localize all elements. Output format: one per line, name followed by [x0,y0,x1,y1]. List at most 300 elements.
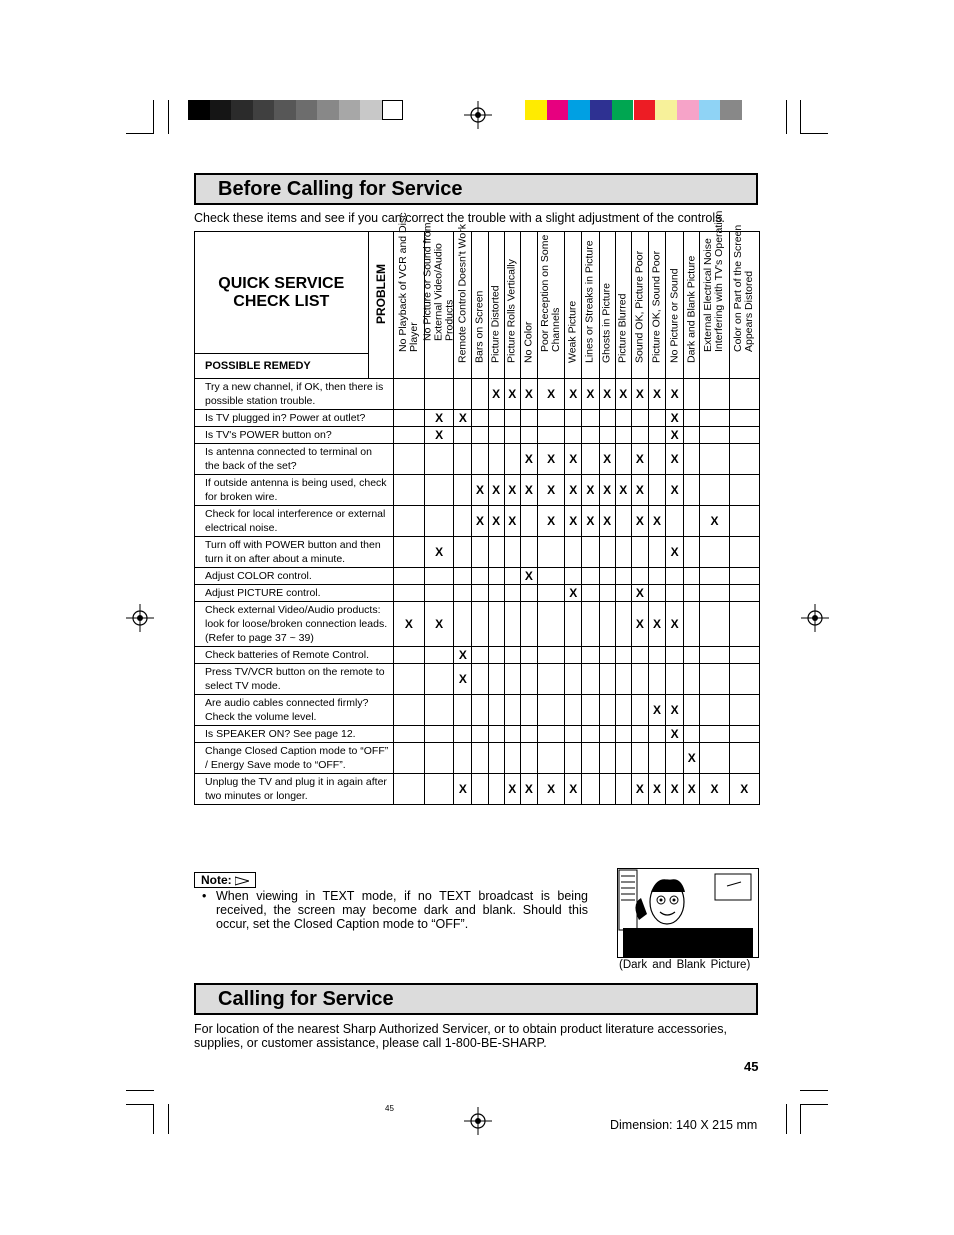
check-cell [425,444,454,475]
check-mark: X [425,537,454,568]
color-swatch [525,100,547,120]
check-cell [684,647,700,664]
check-cell [615,647,631,664]
check-cell [599,585,615,602]
footer-page-number: 45 [385,1104,394,1113]
check-mark: X [537,475,564,506]
check-mark: X [700,774,729,805]
dark-blank-picture-illustration [617,868,759,958]
check-cell [537,602,564,647]
arrow-right-icon [235,876,249,886]
check-cell [615,410,631,427]
check-mark: X [454,410,472,427]
check-cell [425,475,454,506]
check-mark: X [666,379,684,410]
check-cell [666,506,684,537]
check-mark: X [393,602,424,647]
check-cell [472,774,488,805]
check-cell [684,664,700,695]
check-cell [504,664,520,695]
check-cell [393,444,424,475]
check-mark: X [666,774,684,805]
problem-column-header [599,232,615,379]
check-cell [582,444,599,475]
check-cell [648,537,665,568]
check-cell [520,602,537,647]
gray-swatch [274,100,296,120]
check-cell [615,568,631,585]
section-title-before-calling: Before Calling for Service [194,173,758,205]
check-cell [472,379,488,410]
check-cell [599,695,615,726]
check-cell [472,743,488,774]
check-cell [472,602,488,647]
check-cell [488,585,504,602]
check-cell [684,379,700,410]
problem-column-header [565,232,582,379]
check-cell [684,506,700,537]
check-cell [615,427,631,444]
gray-swatch [210,100,232,120]
problem-column-header [393,212,424,379]
check-cell [425,506,454,537]
check-mark: X [582,506,599,537]
problem-column-label: Bars on Screen [473,290,486,363]
check-mark: X [684,743,700,774]
remedy-text: Unplug the TV and plug it in again after two minutes or longer. [195,774,394,805]
check-cell [582,585,599,602]
check-cell [700,726,729,743]
problem-label: PROBLEM [373,264,388,324]
check-cell [488,537,504,568]
check-cell [648,427,665,444]
check-mark: X [565,379,582,410]
table-row [195,506,760,537]
check-mark: X [520,379,537,410]
table-row [195,379,760,410]
check-mark: X [666,427,684,444]
remedy-text: Is TV's POWER button on? [195,427,394,444]
check-cell [488,695,504,726]
check-cell [393,726,424,743]
check-mark: X [631,475,648,506]
table-row [195,743,760,774]
remedy-text: Is SPEAKER ON? See page 12. [195,726,394,743]
check-cell [700,585,729,602]
check-cell [615,444,631,475]
check-cell [700,427,729,444]
check-mark: X [565,475,582,506]
check-mark: X [666,410,684,427]
check-cell [599,602,615,647]
check-cell [582,726,599,743]
check-mark: X [488,506,504,537]
check-mark: X [520,774,537,805]
check-cell [582,664,599,695]
problem-label-cell [368,232,393,379]
check-cell [393,475,424,506]
check-cell [631,568,648,585]
check-cell [631,410,648,427]
check-cell [520,664,537,695]
check-cell [454,726,472,743]
check-mark: X [615,475,631,506]
check-cell [454,568,472,585]
check-mark: X [684,774,700,805]
check-cell [582,647,599,664]
table-row [195,410,760,427]
check-cell [684,726,700,743]
check-mark: X [425,410,454,427]
check-mark: X [666,602,684,647]
remedy-header: POSSIBLE REMEDY [195,354,369,379]
check-mark: X [648,379,665,410]
check-cell [729,506,759,537]
check-cell [488,647,504,664]
check-cell [537,537,564,568]
check-cell [582,568,599,585]
problem-column-header [454,224,472,379]
check-cell [504,585,520,602]
check-mark: X [454,664,472,695]
check-mark: X [631,602,648,647]
checklist-title-line2: CHECK LIST [233,292,330,310]
color-swatch [612,100,634,120]
check-cell [472,695,488,726]
check-mark: X [565,506,582,537]
check-mark: X [648,506,665,537]
problem-column-header [504,232,520,379]
check-cell [631,743,648,774]
check-cell [537,695,564,726]
check-cell [565,427,582,444]
check-cell [520,726,537,743]
check-cell [666,568,684,585]
check-cell [454,475,472,506]
check-cell [537,427,564,444]
check-mark: X [565,444,582,475]
check-cell [700,647,729,664]
check-cell [565,743,582,774]
check-cell [582,427,599,444]
check-cell [565,537,582,568]
check-cell [615,743,631,774]
intro-text: Check these items and see if you can correct the trouble with a slight adjustment of the controls. [194,211,725,225]
check-mark: X [666,444,684,475]
check-cell [393,774,424,805]
check-cell [615,726,631,743]
check-mark: X [615,379,631,410]
check-cell [729,427,759,444]
check-cell [648,726,665,743]
check-cell [684,427,700,444]
check-cell [648,647,665,664]
table-row [195,537,760,568]
check-cell [648,444,665,475]
remedy-text: Turn off with POWER button and then turn it on after about a minute. [195,537,394,568]
color-swatch [590,100,612,120]
check-cell [393,506,424,537]
check-cell [631,726,648,743]
check-cell [488,602,504,647]
check-cell [684,475,700,506]
dimension-text: Dimension: 140 X 215 mm [610,1118,758,1132]
check-cell [472,647,488,664]
check-cell [582,743,599,774]
problem-column-label: Remote Control Doesn't Work [456,224,469,363]
color-swatch [699,100,721,120]
problem-column-header [537,232,564,379]
check-cell [648,475,665,506]
color-swatch [568,100,590,120]
problem-column-label: Sound OK, Picture Poor [633,250,646,363]
page-number: 45 [744,1059,759,1074]
table-row [195,602,760,647]
check-cell [631,647,648,664]
check-cell [520,585,537,602]
check-cell [599,774,615,805]
check-cell [520,695,537,726]
problem-column-header [631,232,648,379]
check-cell [488,444,504,475]
check-cell [425,585,454,602]
remedy-text: Are audio cables connected firmly? Check the volume level. [195,695,394,726]
check-cell [631,695,648,726]
check-cell [729,444,759,475]
check-mark: X [425,427,454,444]
remedy-text: Adjust PICTURE control. [195,585,394,602]
gray-swatch [382,100,404,120]
check-mark: X [631,444,648,475]
check-cell [700,602,729,647]
check-cell [599,743,615,774]
problem-column-header [488,232,504,379]
check-mark: X [666,695,684,726]
check-cell [582,537,599,568]
check-cell [488,568,504,585]
gray-swatch [188,100,210,120]
check-cell [454,444,472,475]
check-mark: X [582,379,599,410]
check-cell [565,568,582,585]
check-cell [425,647,454,664]
checklist-title-line1: QUICK SERVICE [218,274,345,292]
check-cell [537,647,564,664]
registration-mark-icon [464,101,492,129]
table-row [195,695,760,726]
check-mark: X [565,774,582,805]
check-mark: X [631,585,648,602]
check-mark: X [648,695,665,726]
problem-column-header [700,210,729,379]
check-mark: X [454,647,472,664]
check-cell [582,410,599,427]
table-row [195,774,760,805]
check-cell [472,585,488,602]
check-cell [425,568,454,585]
check-cell [425,664,454,695]
check-cell [504,743,520,774]
check-cell [666,647,684,664]
check-cell [393,695,424,726]
check-cell [582,774,599,805]
remedy-text: Check for local interference or external electrical noise. [195,506,394,537]
table-row [195,427,760,444]
check-cell [729,743,759,774]
check-cell [615,774,631,805]
check-mark: X [666,537,684,568]
check-cell [472,427,488,444]
note-text: When viewing in TEXT mode, if no TEXT broadcast is being received, the screen may become dark and blank. Should this occur, set the Closed Caption mode to “OFF”. [216,889,588,931]
problem-column-header [684,232,700,379]
check-cell [599,537,615,568]
remedy-text: If outside antenna is being used, check for broken wire. [195,475,394,506]
check-cell [537,585,564,602]
check-cell [565,647,582,664]
check-mark: X [504,379,520,410]
gray-swatch [231,100,253,120]
check-cell [666,664,684,695]
check-cell [454,379,472,410]
check-cell [700,379,729,410]
check-mark: X [666,726,684,743]
check-cell [700,410,729,427]
check-cell [520,537,537,568]
service-contact-text: For location of the nearest Sharp Authorized Servicer, or to obtain product literature accessories, supplies, or customer assistance, please call 1-800-BE-SHARP. [194,1022,727,1050]
note-label [194,872,256,888]
check-cell [615,537,631,568]
check-mark: X [488,475,504,506]
check-cell [488,410,504,427]
check-mark: X [454,774,472,805]
remedy-text: Check external Video/Audio products: look for loose/broken connection leads. (Refer to page 37 ~ 39) [195,602,394,647]
check-cell [684,602,700,647]
check-cell [582,695,599,726]
problem-column-label: No Playback of VCR and Disc Player [396,212,420,352]
check-cell [488,726,504,743]
color-swatch [655,100,677,120]
problem-column-label: Lines or Streaks in Picture [583,240,596,363]
check-cell [393,537,424,568]
check-mark: X [472,506,488,537]
check-cell [565,695,582,726]
check-mark: X [648,774,665,805]
check-mark: X [425,602,454,647]
check-mark: X [537,506,564,537]
check-cell [565,664,582,695]
check-cell [537,410,564,427]
table-row [195,726,760,743]
table-row [195,585,760,602]
check-cell [454,602,472,647]
check-cell [472,537,488,568]
check-cell [425,743,454,774]
check-mark: X [504,774,520,805]
check-cell [472,444,488,475]
check-cell [488,743,504,774]
registration-mark-icon [126,604,154,632]
check-cell [393,427,424,444]
check-cell [729,537,759,568]
check-cell [666,743,684,774]
check-cell [393,379,424,410]
check-cell [393,664,424,695]
registration-mark-icon [464,1107,492,1135]
check-cell [684,410,700,427]
check-cell [520,647,537,664]
check-mark: X [537,444,564,475]
check-cell [700,695,729,726]
gray-swatch [317,100,339,120]
gray-swatch [253,100,275,120]
problem-column-label: Ghosts in Picture [600,283,613,363]
check-mark: X [599,506,615,537]
check-mark: X [472,475,488,506]
check-cell [615,506,631,537]
check-cell [393,568,424,585]
check-cell [393,647,424,664]
check-cell [700,444,729,475]
color-swatch [547,100,569,120]
problem-column-label: Dark and Blank Picture [685,255,698,363]
check-cell [666,585,684,602]
check-cell [729,726,759,743]
check-cell [565,726,582,743]
problem-column-header [472,232,488,379]
remedy-text: Press TV/VCR button on the remote to select TV mode. [195,664,394,695]
check-cell [700,568,729,585]
registration-mark-icon [801,604,829,632]
table-row [195,568,760,585]
check-cell [472,664,488,695]
check-cell [615,602,631,647]
check-cell [599,664,615,695]
remedy-text: Adjust COLOR control. [195,568,394,585]
problem-column-label: Picture Rolls Vertically [505,259,518,363]
remedy-text: Check batteries of Remote Control. [195,647,394,664]
problem-column-header [520,232,537,379]
check-cell [520,743,537,774]
problem-column-label: No Picture or Sound from External Video/Audio Products [421,222,456,341]
check-mark: X [488,379,504,410]
check-mark: X [537,774,564,805]
check-mark: X [729,774,759,805]
check-mark: X [631,506,648,537]
check-cell [454,506,472,537]
check-cell [537,743,564,774]
check-mark: X [504,475,520,506]
check-mark: X [648,602,665,647]
check-cell [700,743,729,774]
problem-column-header [729,224,759,379]
problem-column-label: No Color [522,321,535,363]
check-cell [729,410,759,427]
problem-column-label: Color on Part of the Screen Appears Distored [732,224,756,352]
check-cell [684,444,700,475]
check-mark: X [504,506,520,537]
check-cell [504,695,520,726]
check-cell [488,664,504,695]
check-cell [599,726,615,743]
check-mark: X [599,444,615,475]
check-cell [631,427,648,444]
check-cell [729,602,759,647]
check-cell [729,379,759,410]
check-cell [565,410,582,427]
check-cell [472,726,488,743]
problem-column-label: Picture Blurred [616,293,629,363]
check-cell [700,537,729,568]
